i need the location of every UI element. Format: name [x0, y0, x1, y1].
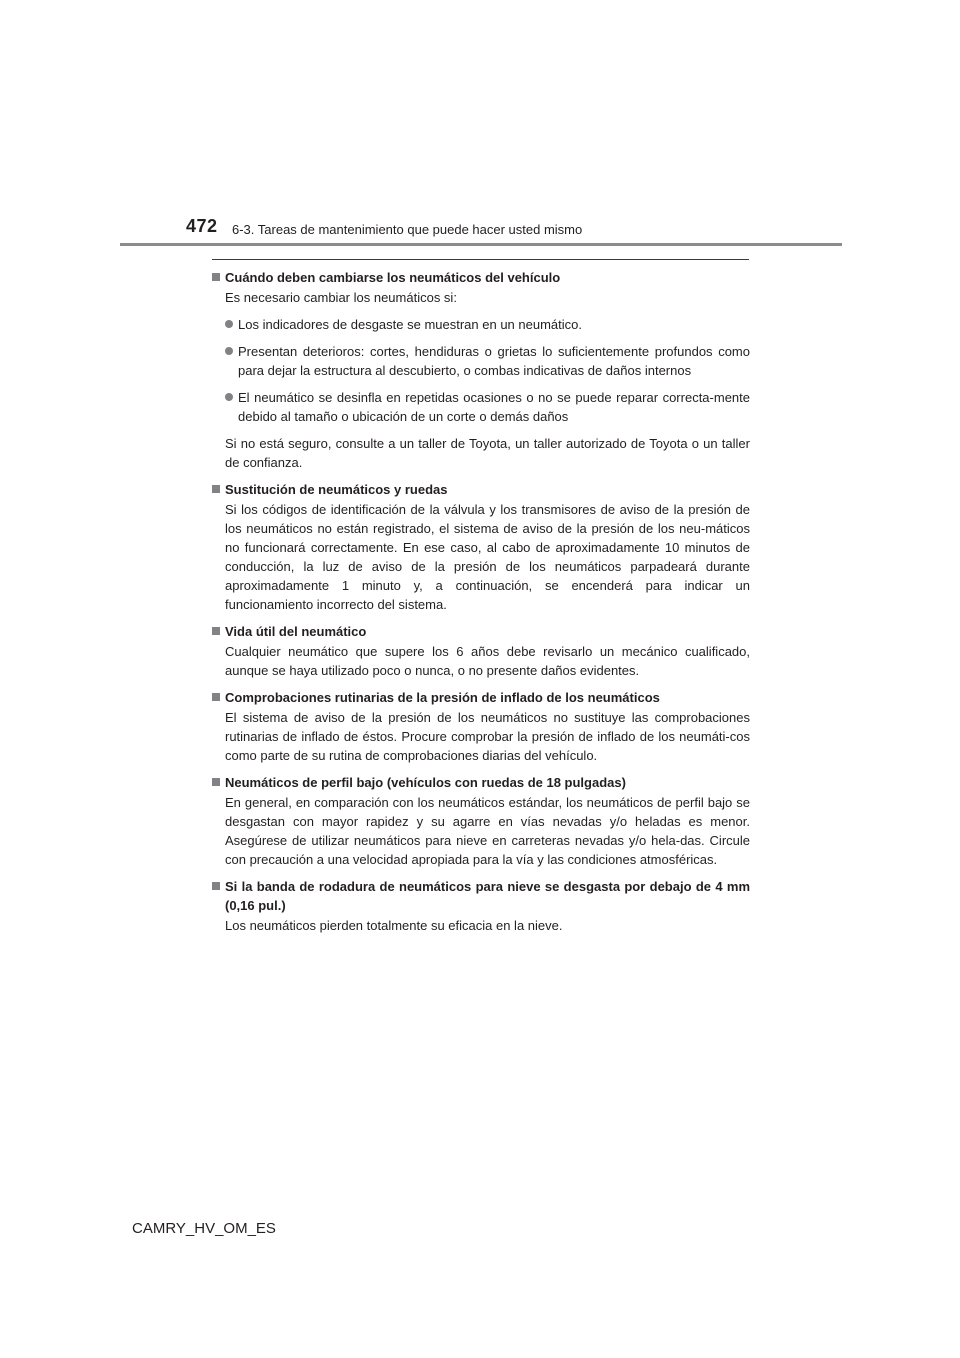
square-bullet-icon — [212, 882, 220, 890]
section-body: Los neumáticos pierden totalmente su eficacia en la nieve. — [225, 918, 563, 933]
section-when-to-replace — [212, 268, 750, 472]
section-snow-tire-wear — [212, 877, 750, 935]
section-body: Si los códigos de identificación de la válvula y los transmisores de aviso de la presión de los neumáticos no están registrado, el sistema de aviso de la presión de los neu-máticos no funcionará correctamente. En ese caso, al cabo de aproximadamente 10 minutos de conducción, la luz de aviso de la presión de los neumáticos parpadeará durante aproximadamente 1 minuto y, a continuación, se encenderá para indicar un funcionamiento incorrecto del sistema. — [225, 502, 750, 612]
section-outro: Si no está seguro, consulte a un taller de Toyota, un taller autorizado de Toyota o un taller de confianza. — [225, 436, 750, 470]
section-intro: Es necesario cambiar los neumáticos si: — [225, 290, 457, 305]
section-heading-text: Sustitución de neumáticos y ruedas — [225, 482, 448, 497]
section-heading — [212, 268, 750, 287]
section-heading — [212, 688, 750, 707]
square-bullet-icon — [212, 693, 220, 701]
section-routine-pressure-checks — [212, 688, 750, 765]
page-number: 472 — [186, 216, 218, 236]
content-area — [212, 268, 750, 943]
section-tire-life — [212, 622, 750, 680]
list-item — [225, 315, 750, 334]
circle-bullet-icon — [225, 320, 233, 328]
section-heading-text: Si la banda de rodadura de neumáticos para nieve se desgasta por debajo de 4 mm (0,16 pul.) — [225, 879, 750, 913]
section-heading-text: Neumáticos de perfil bajo (vehículos con ruedas de 18 pulgadas) — [225, 775, 626, 790]
section-heading — [212, 773, 750, 792]
content-top-rule — [212, 259, 749, 260]
list-item-text: El neumático se desinfla en repetidas ocasiones o no se puede reparar correcta-mente debido al tamaño o ubicación de un corte o demás daños — [238, 390, 750, 424]
section-low-profile-tires — [212, 773, 750, 869]
section-body: En general, en comparación con los neumáticos estándar, los neumáticos de perfil bajo se desgastan con mayor rapidez y su agarre en vías nevadas y/o heladas es menor. Asegúrese de utilizar neumáticos para nieve en carreteras nevadas y/o hela-das. Circule con precaución a una velocidad apropiada para la vía y las condiciones atmosféricas. — [225, 795, 750, 867]
circle-bullet-icon — [225, 347, 233, 355]
section-heading-text: Vida útil del neumático — [225, 624, 367, 639]
square-bullet-icon — [212, 485, 220, 493]
list-item — [225, 342, 750, 380]
list-item-text: Presentan deterioros: cortes, hendiduras o grietas lo suficientemente profundos como para dejar la estructura al descubierto, o combas indicativas de daños internos — [238, 344, 750, 378]
section-heading — [212, 877, 750, 915]
circle-bullet-icon — [225, 393, 233, 401]
square-bullet-icon — [212, 778, 220, 786]
list-item-text: Los indicadores de desgaste se muestran en un neumático. — [238, 317, 582, 332]
section-heading — [212, 480, 750, 499]
square-bullet-icon — [212, 627, 220, 635]
section-body: El sistema de aviso de la presión de los neumáticos no sustituye las comprobaciones rutinarias de inflado de éstos. Procure comprobar la presión de inflado de los neumáti-cos como parte de su rutina de comprobaciones diarias del vehículo. — [225, 710, 750, 763]
header-rule — [120, 243, 842, 246]
section-heading — [212, 622, 750, 641]
section-heading-text: Cuándo deben cambiarse los neumáticos del vehículo — [225, 270, 561, 285]
footer-document-code: CAMRY_HV_OM_ES — [132, 1220, 276, 1237]
list-item — [225, 388, 750, 426]
square-bullet-icon — [212, 273, 220, 281]
section-body: Cualquier neumático que supere los 6 años debe revisarlo un mecánico cualificado, aunque se haya utilizado poco o nunca, o no presente daños evidentes. — [225, 644, 750, 678]
section-title: 6-3. Tareas de mantenimiento que puede hacer usted mismo — [232, 222, 583, 237]
section-heading-text: Comprobaciones rutinarias de la presión de inflado de los neumáticos — [225, 690, 660, 705]
section-tire-wheel-replacement — [212, 480, 750, 614]
